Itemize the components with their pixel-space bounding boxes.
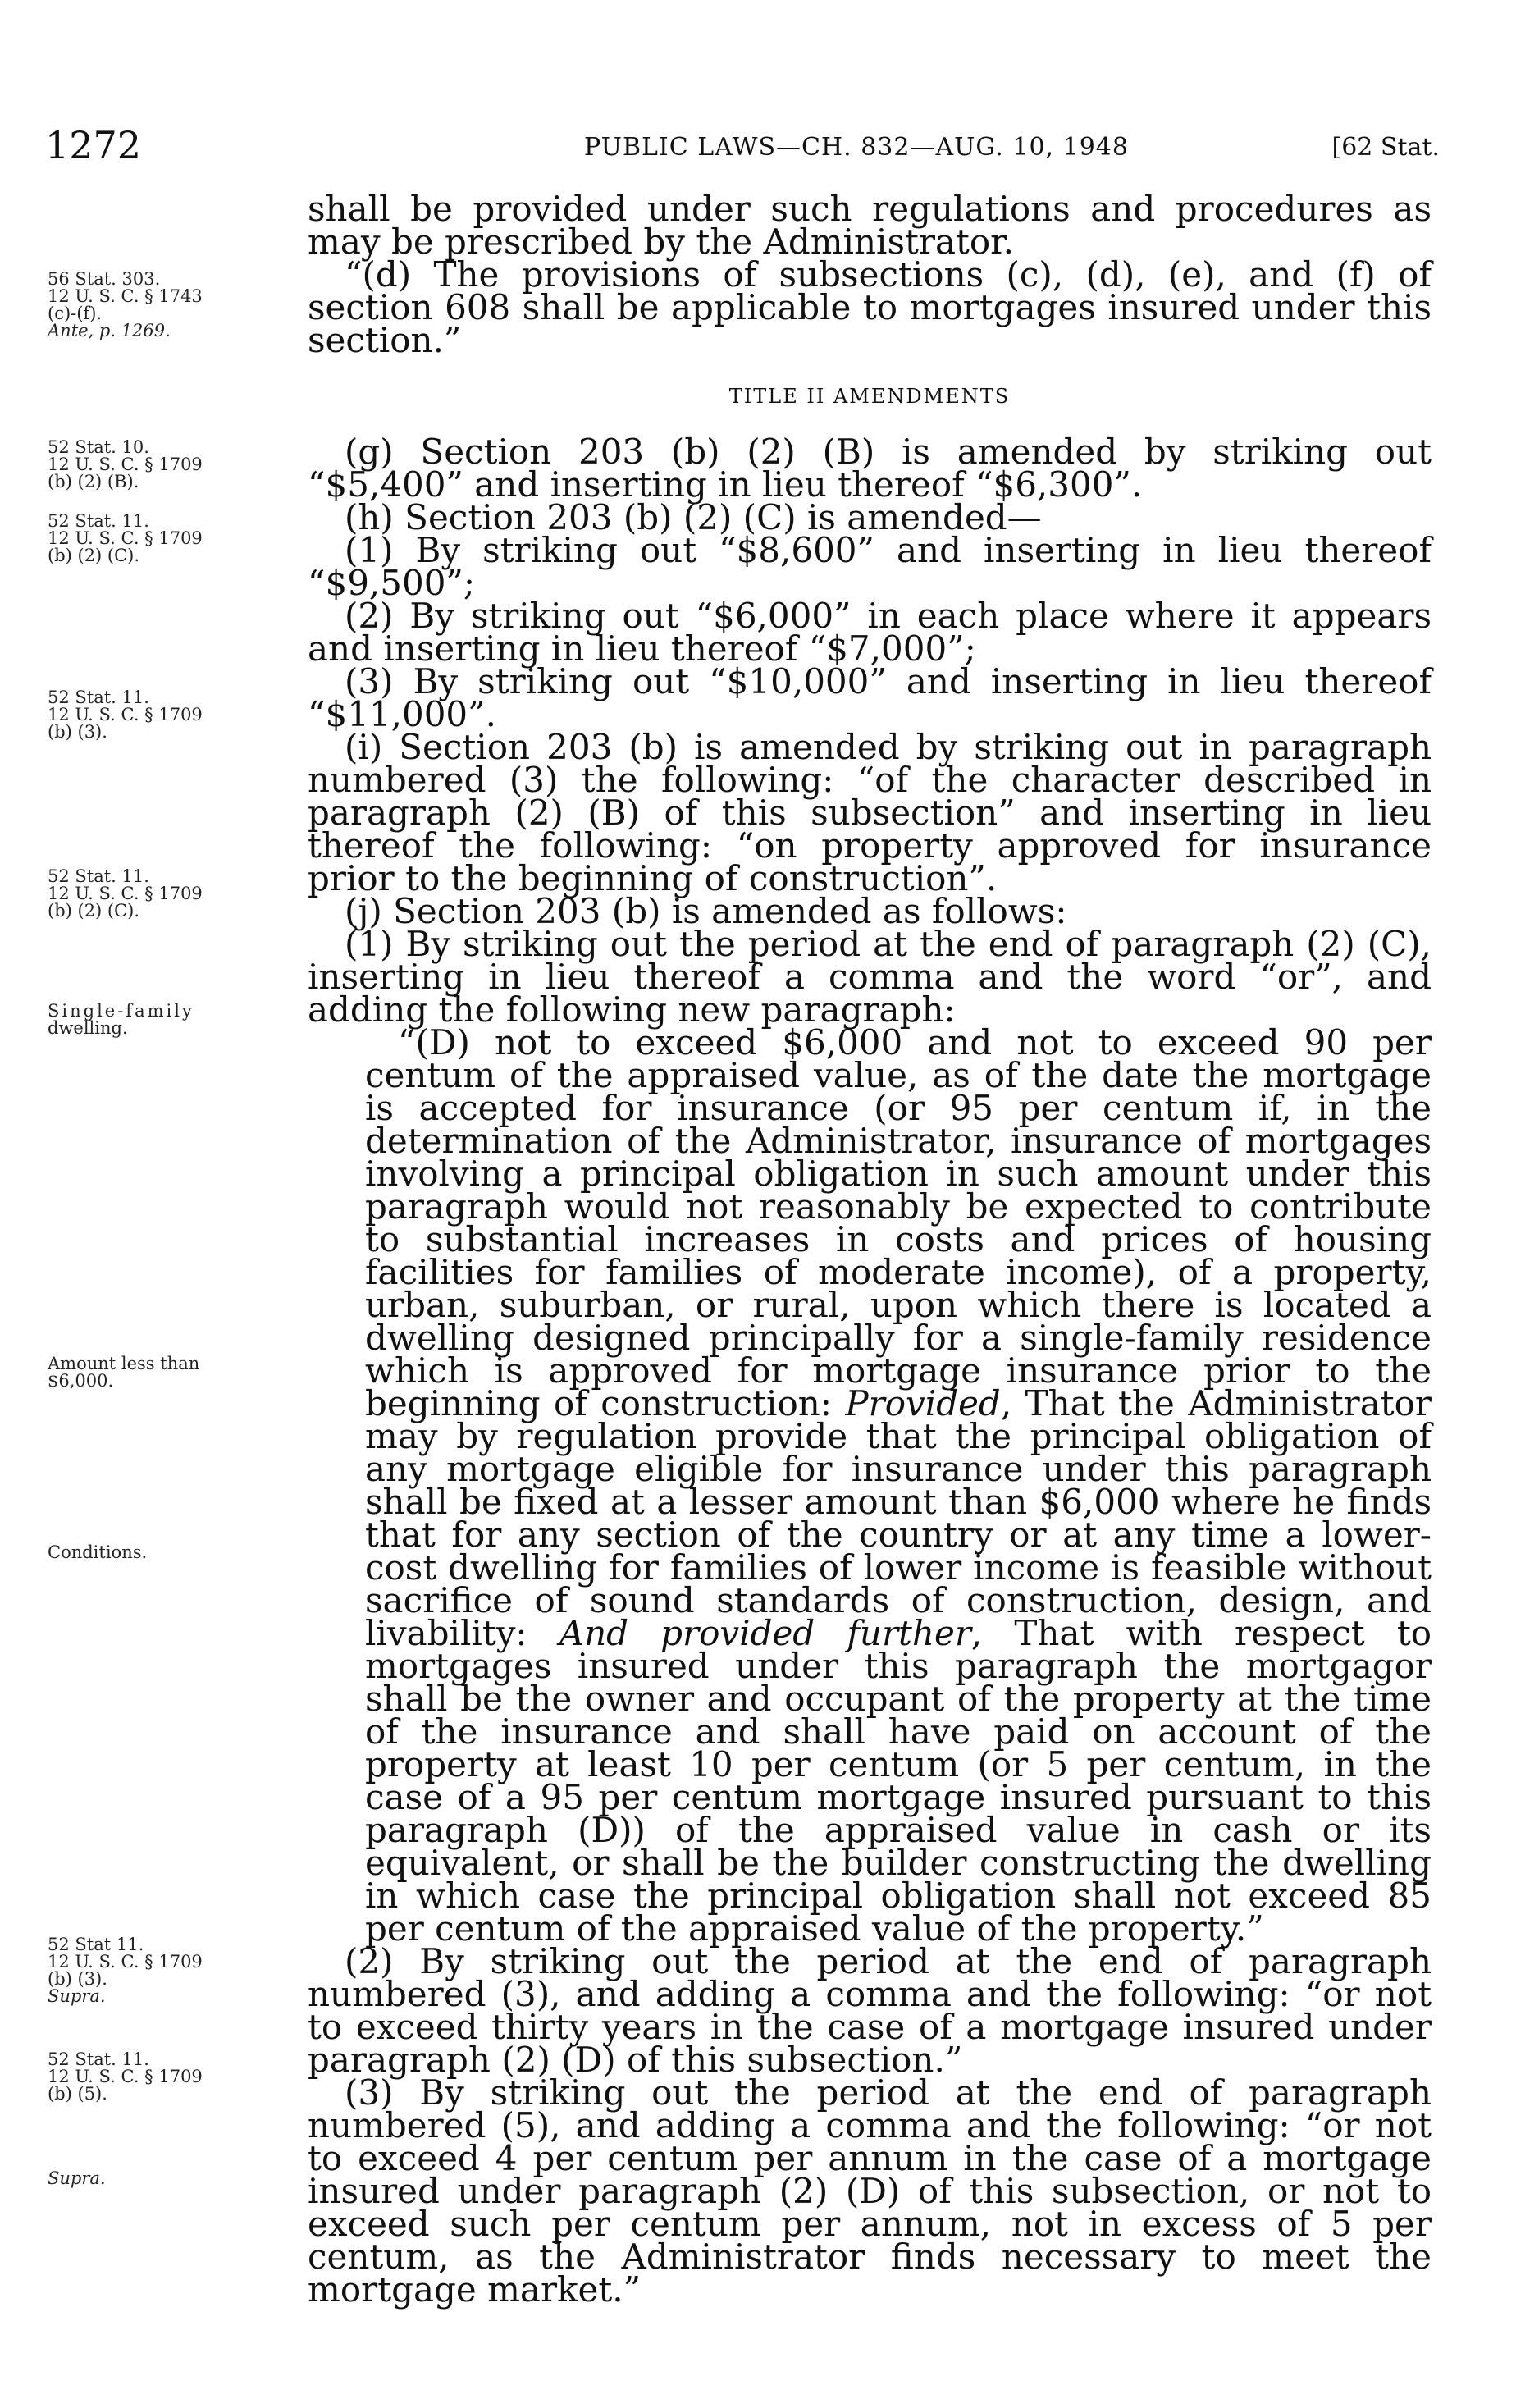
- margin-note: Conditions.: [48, 1542, 148, 1562]
- paragraph: (3) By striking out the period at the end of paragraph numbered (5), and adding a comma and the following: “or not to exceed 4 per centum per annum in the case of a mortgage insured under paragraph (2) (D) of this subsection, or not to exceed such per centum per annum, not in excess of 5 per centum, as the Administrator finds necessary to meet the mortgage market.”: [308, 2072, 1432, 2310]
- margin-note: Supra.: [48, 2168, 106, 2188]
- page-header: [45, 123, 1440, 172]
- margin-note: 52 Stat. 11. 12 U. S. C. § 1709 (b) (2) (C).: [48, 511, 203, 565]
- margin-note: 52 Stat. 11. 12 U. S. C. § 1709 (b) (3).: [48, 688, 203, 742]
- margin-note: 56 Stat. 303. 12 U. S. C. § 1743 (c)-(f). Ante, p. 1269.: [48, 269, 203, 340]
- paragraph: “(d) The provisions of subsections (c), (d), (e), and (f) of section 608 shall be applicable to mortgages insured under this section.”: [308, 254, 1432, 360]
- margin-note: Amount less than $6,000.: [48, 1354, 200, 1391]
- paragraph: shall be provided under such regulations and procedures as may be prescribed by the Administrator.: [308, 189, 1432, 262]
- paragraph: (1) By striking out “$8,600” and inserting in lieu thereof “$9,500”;: [308, 530, 1432, 603]
- paragraph: (g) Section 203 (b) (2) (B) is amended by striking out “$5,400” and inserting in lieu thereof “$6,300”.: [308, 432, 1432, 505]
- paragraph: (2) By striking out “$6,000” in each place where it appears and inserting in lieu thereof “$7,000”;: [308, 596, 1432, 669]
- paragraph: (3) By striking out “$10,000” and inserting in lieu thereof “$11,000”.: [308, 661, 1432, 734]
- body-text: [308, 189, 1432, 2310]
- paragraph: (h) Section 203 (b) (2) (C) is amended—: [345, 497, 1042, 537]
- margin-note: 52 Stat. 11. 12 U. S. C. § 1709 (b) (5).: [48, 2049, 203, 2104]
- margin-note: 52 Stat 11. 12 U. S. C. § 1709 (b) (3). Supra.: [48, 1935, 203, 2006]
- statute-volume: [62 Stat.: [1331, 133, 1440, 162]
- paragraph: (i) Section 203 (b) is amended by striking out in paragraph numbered (3) the following: “of the character described in paragraph (2) (B) of this subsection” and inserting in lieu thereof the following: “on property approved for insurance prior to the beginning of construction”.: [308, 727, 1432, 898]
- paragraph: (2) By striking out the period at the end of paragraph numbered (3), and adding a comma and the following: “or not to exceed thirty years in the case of a mortgage insured under paragraph (2) (D) of this subsection.”: [308, 1941, 1432, 2080]
- running-title: PUBLIC LAWS—CH. 832—AUG. 10, 1948: [584, 133, 1129, 162]
- paragraph: (1) By striking out the period at the end of paragraph (2) (C), inserting in lieu thereof a comma and the word “or”, and adding the following new paragraph:: [308, 924, 1432, 1030]
- paragraph: (j) Section 203 (b) is amended as follows:: [345, 891, 1067, 931]
- margin-note: 52 Stat. 10. 12 U. S. C. § 1709 (b) (2) (B).: [48, 437, 203, 491]
- quoted-paragraph: “(D) not to exceed $6,000 and not to exceed 90 per centum of the appraised value, as of the date the mortgage is accepted for insurance (or 95 per centum if, in the determination of the Administrator, insurance of mortgages involving a principal obligation in such amount under this paragraph would not reasonably be expected to contribute to substantial increases in costs and prices of housing facilities for families of moderate income), of a property, urban, suburban, or rural, upon which there is located a dwelling designed principally for a single-family residence which is approved for mortgage insurance prior to the beginning of construction: Provided, That the Administrator may by regulation provide that the principal obligation of any mortgage eligible for insurance under this paragraph shall be fixed at a lesser amount than $6,000 where he finds that for any section of the country or at any time a lower-cost dwelling for families of lower income is feasible without sacrifice of sound standards of construction, design, and livability: And provided further, That with respect to mortgages insured under this paragraph the mortgagor shall be the owner and occupant of the property at the time of the insurance and shall have paid on account of the property at least 10 per centum (or 5 per centum, in the case of a 95 per centum mortgage insured pursuant to this paragraph (D)) of the appraised value in cash or its equivalent, or shall be the builder constructing the dwelling in which case the principal obligation shall not exceed 85 per centum of the appraised value of the property.”: [365, 1022, 1432, 1949]
- margin-note: 52 Stat. 11. 12 U. S. C. § 1709 (b) (2) (C).: [48, 866, 203, 921]
- page-number: 1272: [45, 123, 142, 167]
- section-title: TITLE II AMENDMENTS: [728, 385, 1011, 408]
- margin-note: Single-family dwelling.: [48, 1001, 194, 1038]
